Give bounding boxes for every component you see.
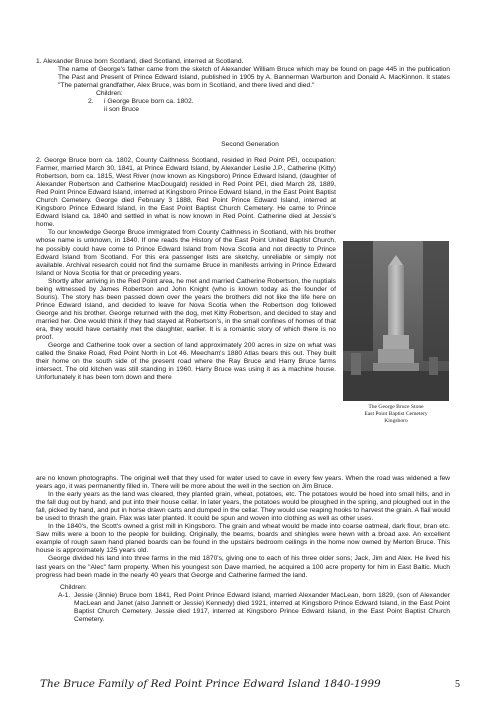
child-number: 2. xyxy=(88,98,94,106)
entry-body: The name of George's father came from the sketch of Alexander William Bruce which may be found on page 445 in the publication The Past and Present of Prince Edward Island, published in 1905 by A. Bannerman Warburton and Donald A. MacKinnon. It states "The paternal grandfather, Alex Bruce, was born in Scotland, and there lived and died." xyxy=(58,66,450,90)
entry-heading: 1. Alexander Bruce born Scotland, died Scotland, interred at Scotland. xyxy=(36,58,244,65)
caption-line: The George Bruce Stone xyxy=(368,404,424,410)
child-text: Jessie (Jinnie) Bruce born 1841, Red Point Prince Edward Island, married Alexander MacLean, born 1829, (son of Alexander MacLean and Janet (also Jannett or Jessie) Kennedy) died 1921, interred at Kingsboro Prince Edward Island, in the East Point Baptist Church Cemetery. Jessie died 1917, interred at Kingsboro Prince Edward Island, in the East Point Baptist Church Cemetery. xyxy=(74,591,450,623)
generation-heading: Second Generation xyxy=(221,141,279,148)
child-item xyxy=(88,98,450,106)
paragraph: To our knowledge George Bruce immigrated from County Caithness in Scotland, with his brother whose name is unknown, in 1840. If one reads the History of the East Point United Baptist Church, he possibly could have come to Prince Edward Island from Nova Scotia and not directly to Prince Edward Island from Scotland. For this era passenger lists are sketchy, unreliable or simply not available. Archival research could not find the surname Bruce in manifests arriving in Prince Edward Island or Nova Scotia for that or preceding years. xyxy=(36,229,336,277)
george-bruce-narrative-bottom xyxy=(36,475,450,624)
caption-line: Kingsboro xyxy=(384,417,408,424)
paragraph: are no known photographs. The original well that they used for water used to cave in every few years. When the road was widened a few years ago, it was permanently filled in. There will be more about the well in the section on Jim Bruce. xyxy=(36,475,450,491)
paragraph: Shortly after arriving in the Red Point area, he met and married Catherine Robertson, the nuptials being witnessed by James Robertson and John Knight (who is known today as the founder of Souris). The story has been passed down over the years the brothers did not like the life here on Prince Edward Island, and decided to leave for Nova Scotia when the Robertson dog followed George and his brother. George returned with the dog, met Kitty Robertson, and decided to stay and married her. One would think if they had stayed at Robertson's, in the small confines of homes of that era, they would have certainly met the daughter, earlier. It is a romantic story of which there is no proof. xyxy=(36,277,336,342)
child-text: i George Bruce born ca. 1802. xyxy=(104,98,194,106)
paragraph: George divided his land into three farms in the mid 1870's, giving one to each of his three older sons; Jack, Jim and Alex. He lived his last years on the "Alec" farm property. When his youngest son Dave married, he acquired a 100 acre property for him in East Baltic. Much progress had been made in the nearly 40 years that George and Catherine farmed the land. xyxy=(36,555,450,579)
paragraph: In the early years as the land was cleared, they planted grain, wheat, potatoes, etc. The potatoes would be hoed into small hills, and in the fall dug out by hand, and put into their house cellar. In later years, the potatoes would be ploughed in the spring, and ploughed out in the fall, picked by hand, and put in horse drawn carts and dumped in the cellar. They would use reaping hooks to harvest the grain. A flail would be used to thrash the grain. Flax was later planted. It could be spun and woven into clothing as well as other uses. xyxy=(36,491,450,523)
child-text: ii son Bruce xyxy=(104,106,139,114)
child-item xyxy=(58,592,450,624)
paragraph: 2. George Bruce born ca. 1802, County Caithness Scotland, resided in Red Point PEI, occupation: Farmer, married March 30, 1841, at Prince Edward Island, by Alexander Leslie J.P., Catherine (Kitty) Robertson, born ca. 1815, West River (now known as Kingsboro) Prince Edward Island, (daughter of Alexander Robertson and Catherine MacDougald) resided in Red Point PEI, died March 28, 1889, Red Point Prince Edward Island, interred at Kingsboro Prince Edward Island, in the East Point Baptist Church Cemetery. George died February 3 1888, Red Point Prince Edward Island, interred at Kingsboro Prince Edward Island, in the East Point Baptist Church Cemetery. He came to Prince Edward Island ca. 1840 and settled in what is now known in Red Point. Catherine died at Jessie's home. xyxy=(36,157,336,229)
child-item xyxy=(88,106,450,114)
footer-title: The Bruce Family of Red Point Prince Edward Island 1840-1999 xyxy=(40,678,381,690)
george-bruce-narrative-top xyxy=(36,157,336,382)
photo-caption xyxy=(343,404,449,424)
headstone-image xyxy=(343,241,449,401)
children-label: Children: xyxy=(96,90,123,98)
paragraph: George and Catherine took over a section of land approximately 200 acres in size on what was called the Snake Road, Red Point North in Lot 46. Meecham's 1880 Atlas bears this out. They built their home on the south side of the present road where the Ray Bruce and Harry Bruce farms intersect. The old kitchen was still standing in 1960. Harry Bruce was using it as a machine house. Unfortunately it has been torn down and there xyxy=(36,342,336,382)
child-number: A-1. xyxy=(58,591,71,599)
page-footer xyxy=(40,678,460,690)
child-number xyxy=(88,106,104,114)
entry-alexander-bruce xyxy=(36,58,450,114)
children-label: Children: xyxy=(60,583,87,591)
paragraph: In the 1840's, the Scott's owned a grist mill in Kingsboro. The grain and wheat would be made into coarse oatmeal, dark flour, bran etc. Saw mills were a boon to the people for building. Originally, the beams, boards and shingles were hewn with a broad axe. An excellent example of rough sawn hand planed boards can be found in the upstairs bedroom ceilings in the home now owned by Merton Bruce. This house is approximately 125 years old. xyxy=(36,523,450,555)
page-number: 5 xyxy=(455,679,460,690)
headstone-photo xyxy=(343,241,449,401)
caption-line: East Point Baptist Cemetery xyxy=(364,410,428,417)
